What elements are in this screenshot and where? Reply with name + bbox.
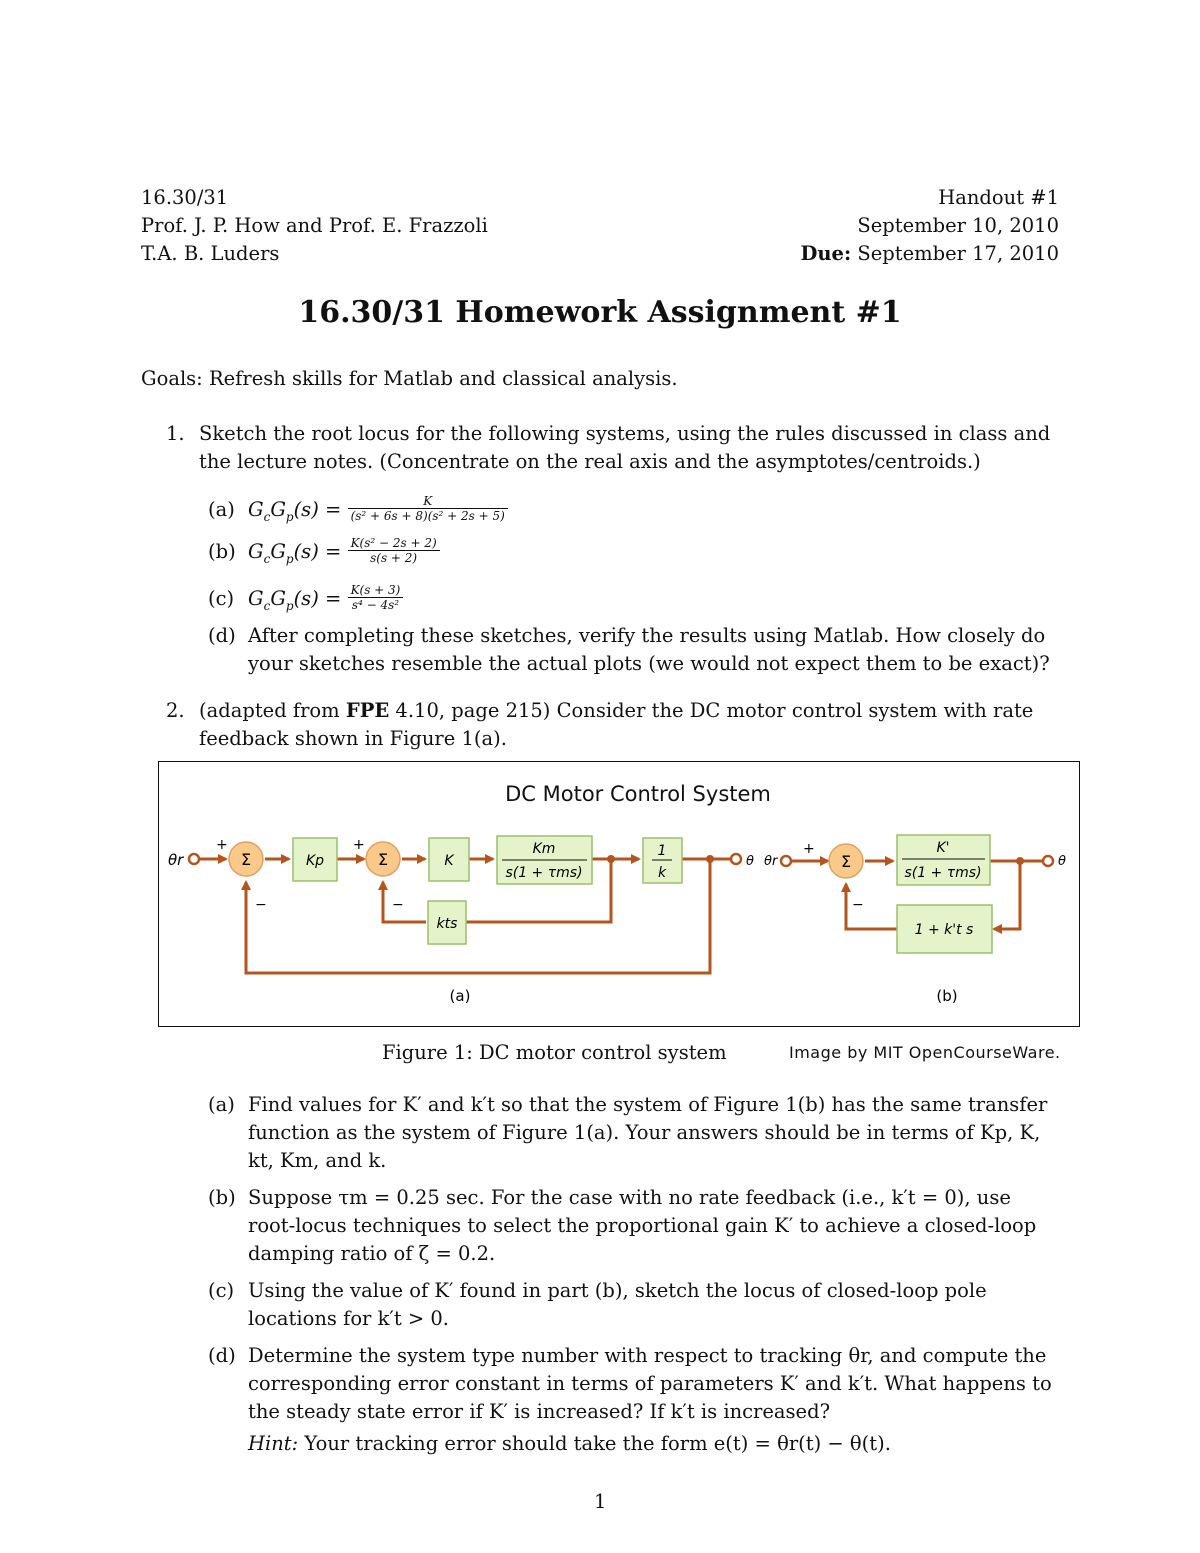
input-terminal-b xyxy=(781,856,791,866)
hint-line xyxy=(248,1430,1063,1458)
due-date: September 17, 2010 xyxy=(857,242,1059,265)
q1b-label: (b) xyxy=(208,540,236,563)
block-kts-label: kts xyxy=(436,916,458,932)
q1c-den: s⁴ − 4s² xyxy=(348,597,404,612)
q1a-label: (a) xyxy=(208,498,235,521)
block-motor-num: Km xyxy=(532,841,556,857)
minus-a1: − xyxy=(255,897,267,913)
part-d-line3: the steady state error if K′ is increased? If k′t is increased? xyxy=(248,1400,831,1423)
q1b-den: s(s + 2) xyxy=(348,550,440,565)
q1c-eq: $G_cG_p(s)$ = $\frac{K(s + 3)}{\text{s⁴ − 4s²}}$ xyxy=(248,585,403,620)
header-right xyxy=(800,184,1059,268)
part-a-line2: function as the system of Figure 1(a). Your answers should be in terms of Kp, K, xyxy=(248,1121,1041,1144)
q1-line2: the lecture notes. (Concentrate on the real axis and the asymptotes/centroids.) xyxy=(199,450,981,473)
q2-line2: feedback shown in Figure 1(a). xyxy=(199,727,507,750)
part-a-label: (a) xyxy=(208,1093,235,1116)
theta-r-label-a: θr xyxy=(168,851,184,869)
q1a-fraction xyxy=(348,494,508,523)
plus-a1: + xyxy=(216,837,228,853)
minus-a2: − xyxy=(392,897,404,913)
q1-line1: Sketch the root locus for the following systems, using the rules discussed in class and xyxy=(199,422,1051,445)
block-kprime-den: s(1 + τms) xyxy=(904,865,982,881)
q1c-num: K(s + 3) xyxy=(350,583,401,597)
professors: Prof. J. P. How and Prof. E. Frazzoli xyxy=(141,214,488,237)
teaching-assistant: T.A. B. Luders xyxy=(141,242,280,265)
q1b-num: K(s² − 2s + 2) xyxy=(350,536,437,550)
part-d-line1: Determine the system type number with respect to tracking θr, and compute the xyxy=(248,1344,1047,1367)
minus-b: − xyxy=(852,897,864,913)
block-motor-den: s(1 + τms) xyxy=(505,865,583,881)
block-inverse-k-den: k xyxy=(657,865,667,881)
q1b-eq: $G_cG_p(s)$ = $\frac{\text{K(s² − 2s + 2)}}{s(s + 2)}$ xyxy=(248,538,440,573)
sigma-b: Σ xyxy=(840,852,852,871)
sigma-a2: Σ xyxy=(377,850,389,869)
input-terminal-a xyxy=(189,854,199,864)
part-b-line3: damping ratio of ζ = 0.2. xyxy=(248,1242,496,1265)
diagram-b-label: (b) xyxy=(936,987,958,1005)
q2-line1 xyxy=(199,697,1061,725)
hint-label: Hint: xyxy=(248,1432,299,1455)
q1d-text xyxy=(248,622,1063,678)
block-k-label: K xyxy=(444,853,454,869)
figure-credit: Image by MIT OpenCourseWare. xyxy=(789,1043,1061,1062)
plus-b: + xyxy=(803,841,815,857)
goals: Goals: Refresh skills for Matlab and classical analysis. xyxy=(141,367,678,390)
q1a-eq: $G_cG_p(s)$ = $\frac{K}{\text{(s² + 6s + 8)(s² + 2s + 5)}}$ xyxy=(248,496,508,531)
q1c-label: (c) xyxy=(208,587,235,610)
part-b-label: (b) xyxy=(208,1186,236,1209)
handout-number: Handout #1 xyxy=(938,186,1059,209)
part-c-label: (c) xyxy=(208,1279,235,1302)
block-feedback-b-label: 1 + k't s xyxy=(914,922,974,938)
due-line xyxy=(800,240,1059,268)
q2-fpe: FPE xyxy=(345,699,390,722)
pickoff-a1 xyxy=(607,855,615,863)
q1d-label: (d) xyxy=(208,624,236,647)
q1a-den: (s² + 6s + 8)(s² + 2s + 5) xyxy=(348,508,508,523)
q2-line1-post: 4.10, page 215) Consider the DC motor control system with rate xyxy=(389,699,1034,722)
hint-text: Your tracking error should take the form e(t) = θr(t) − θ(t). xyxy=(298,1432,891,1455)
diagram-a-label: (a) xyxy=(449,987,471,1005)
sigma-a1: Σ xyxy=(240,850,252,869)
theta-label-b: θ xyxy=(1058,854,1066,869)
part-d-label: (d) xyxy=(208,1344,236,1367)
part-a-line1: Find values for K′ and k′t so that the system of Figure 1(b) has the same transfer xyxy=(248,1093,1048,1116)
q1-text xyxy=(199,420,1061,476)
q1d-line2: your sketches resemble the actual plots (we would not expect them to be exact)? xyxy=(248,652,1050,675)
part-c-line1: Using the value of K′ found in part (b), sketch the locus of closed-loop pole xyxy=(248,1279,987,1302)
q1b-fraction xyxy=(348,536,440,565)
part-b-line1: Suppose τm = 0.25 sec. For the case with no rate feedback (i.e., k′t = 0), use xyxy=(248,1186,1011,1209)
pickoff-a2 xyxy=(706,855,714,863)
output-terminal-b xyxy=(1043,856,1053,866)
part-a-line3: kt, Km, and k. xyxy=(248,1149,387,1172)
block-kp-label: Kp xyxy=(305,853,325,869)
issue-date: September 10, 2010 xyxy=(857,214,1059,237)
block-diagram xyxy=(158,761,1080,1027)
q1-number: 1. xyxy=(166,422,185,445)
part-c-line2: locations for k′t > 0. xyxy=(248,1307,449,1330)
block-kprime-num: K' xyxy=(936,840,950,856)
output-terminal-a xyxy=(731,854,741,864)
plus-a2: + xyxy=(353,837,365,853)
block-inverse-k-num: 1 xyxy=(657,843,667,859)
q1c-fraction xyxy=(348,583,404,612)
header-left xyxy=(141,184,488,268)
part-c-text xyxy=(248,1277,1063,1333)
page-number: 1 xyxy=(594,1490,607,1513)
part-d-line2: corresponding error constant in terms of parameters K′ and k′t. What happens to xyxy=(248,1372,1052,1395)
figure-caption: Figure 1: DC motor control system xyxy=(382,1041,727,1064)
q2-text xyxy=(199,697,1061,753)
part-d-text xyxy=(248,1342,1063,1458)
q2-line1-pre: (adapted from xyxy=(199,699,346,722)
part-b-line2: root-locus techniques to select the proportional gain K′ to achieve a closed-loop xyxy=(248,1214,1037,1237)
part-a-text xyxy=(248,1091,1063,1175)
theta-r-label-b: θr xyxy=(764,854,778,869)
pickoff-b xyxy=(1016,857,1024,865)
page-title: 16.30/31 Homework Assignment #1 xyxy=(298,295,902,330)
part-b-text xyxy=(248,1184,1063,1268)
theta-label-a: θ xyxy=(746,854,754,869)
q1a-num: K xyxy=(423,494,433,508)
course-number: 16.30/31 xyxy=(141,186,229,209)
figure-title: DC Motor Control System xyxy=(505,782,771,806)
q2-number: 2. xyxy=(166,699,185,722)
q1d-line1: After completing these sketches, verify the results using Matlab. How closely do xyxy=(248,624,1046,647)
due-label: Due: xyxy=(800,242,852,265)
